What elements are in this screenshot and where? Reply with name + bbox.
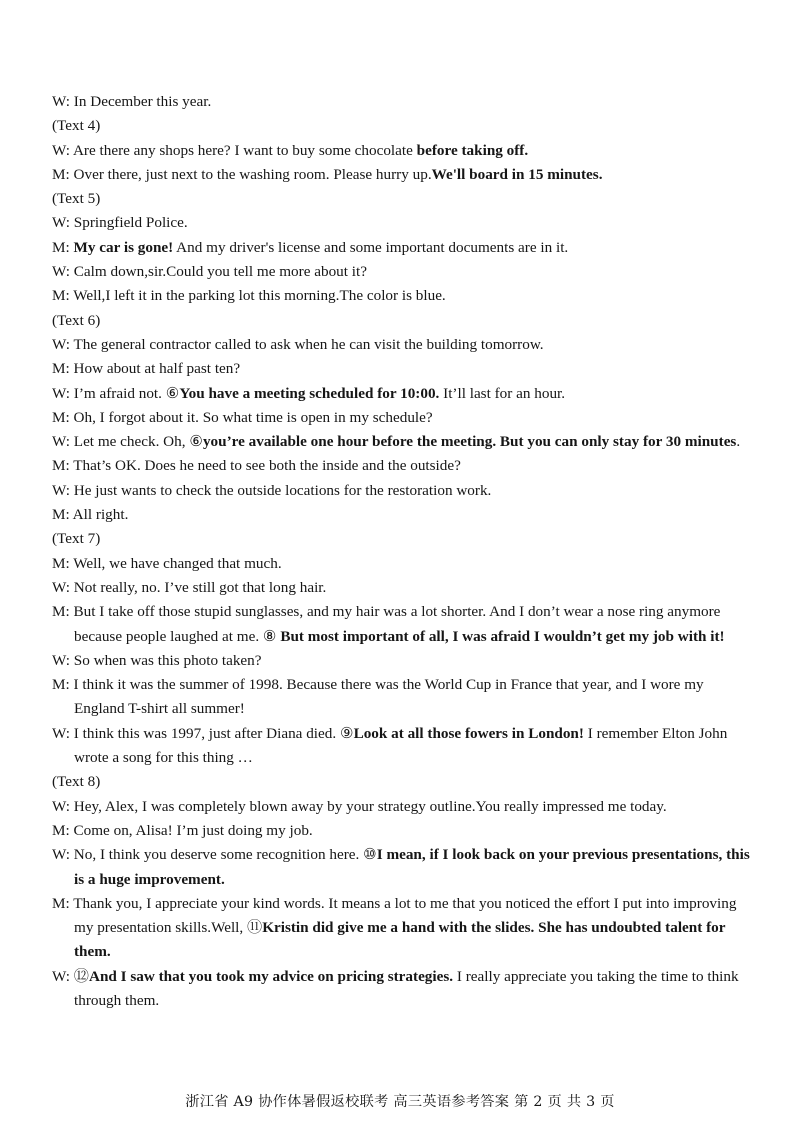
transcript-line xyxy=(52,211,752,235)
text-run: W: The general contractor called to ask when he can visit the building tomorrow. xyxy=(52,335,544,353)
text-run: (Text 8) xyxy=(52,773,101,791)
bold-answer-text: And I saw that you took my advice on pricing strategies. xyxy=(88,967,454,985)
bold-answer-text: We'll board in 15 minutes. xyxy=(431,165,603,183)
transcript-line xyxy=(52,430,752,454)
text-run: M: Well,I left it in the parking lot this morning.The color is blue. xyxy=(52,287,446,305)
text-run: W: Are there any shops here? I want to buy some chocolate xyxy=(52,141,417,159)
transcript-line xyxy=(52,479,752,503)
text-run: M: All right. xyxy=(52,506,129,524)
text-run: W: No, I think you deserve some recognition here. ⑩ xyxy=(52,846,377,864)
text-run: M: xyxy=(52,238,74,256)
text-run: W: I’m afraid not. ⑥ xyxy=(52,384,180,402)
text-run: M: But I take off those stupid sunglasses, and my hair was a lot shorter. And I don’t wear a nose ring anymore because people laughed at me. ⑧ xyxy=(52,603,721,645)
transcript-line xyxy=(52,284,752,308)
bold-answer-text: Look at all those fowers in London! xyxy=(353,724,584,742)
text-run: W: In December this year. xyxy=(52,93,212,110)
text-run: M: Oh, I forgot about it. So what time is open in my schedule? xyxy=(52,408,433,426)
transcript-line xyxy=(52,892,752,965)
bold-answer-text: But most important of all, I was afraid I wouldn’t get my job with it! xyxy=(280,627,725,645)
transcript-line xyxy=(52,649,752,673)
text-run: M: Come on, Alisa! I’m just doing my job. xyxy=(52,821,313,839)
text-run: M: Thank you, I appreciate your kind words. It means a lot to me that you noticed the effort I put into improving my presentation skills.Well, ⑪ xyxy=(52,894,737,937)
transcript-line xyxy=(52,576,752,600)
text-run: M: Over there, just next to the washing room. Please hurry up. xyxy=(52,165,432,183)
transcript-line xyxy=(52,722,752,771)
transcript-line xyxy=(52,819,752,843)
text-run: W: Not really, no. I’ve still got that long hair. xyxy=(52,578,327,596)
transcript-line xyxy=(52,309,752,333)
text-run: And my driver's license and some important documents are in it. xyxy=(173,238,569,256)
text-run: M: I think it was the summer of 1998. Because there was the World Cup in France that year, and I wore my England T-shirt all summer! xyxy=(52,676,704,718)
transcript-line xyxy=(52,90,752,114)
text-run: W: ⑫ xyxy=(52,967,89,985)
text-run: I remember Elton John wrote a song for this thing … xyxy=(74,724,728,767)
transcript-line xyxy=(52,236,752,260)
transcript-line xyxy=(52,965,752,1014)
text-run: W: Hey, Alex, I was completely blown away by your strategy outline.You really impressed me today. xyxy=(52,797,667,815)
transcript-line xyxy=(52,139,752,163)
bold-answer-text: Kristin did give me a hand with the slides. She has undoubted talent for them. xyxy=(74,919,726,961)
transcript-line xyxy=(52,260,752,284)
transcript-line xyxy=(52,163,752,187)
transcript-line xyxy=(52,770,752,794)
transcript-body xyxy=(52,90,752,1013)
transcript-line xyxy=(52,114,752,138)
transcript-line xyxy=(52,527,752,551)
transcript-line xyxy=(52,333,752,357)
transcript-line xyxy=(52,406,752,430)
bold-answer-text: I mean, if I look back on your previous presentations, this is a huge improvement. xyxy=(74,846,750,888)
text-run: M: How about at half past ten? xyxy=(52,360,241,378)
transcript-line xyxy=(52,673,752,722)
transcript-line xyxy=(52,552,752,576)
text-run: It’ll last for an hour. xyxy=(439,384,566,402)
page-footer: 浙江省 A9 协作体暑假返校联考 高三英语参考答案 第 2 页 共 3 页 xyxy=(185,1094,615,1110)
bold-answer-text: you’re available one hour before the meeting. But you can only stay for 30 minutes xyxy=(202,433,737,451)
bold-answer-text: before taking off. xyxy=(416,141,529,159)
bold-answer-text: My car is gone! xyxy=(73,238,174,256)
transcript-line xyxy=(52,187,752,211)
text-run: I really appreciate you taking the time to think through them. xyxy=(74,967,739,1009)
transcript-line xyxy=(52,600,752,649)
text-run: (Text 6) xyxy=(52,311,101,329)
text-run: (Text 5) xyxy=(52,190,101,208)
text-run: . xyxy=(736,433,741,451)
transcript-line xyxy=(52,795,752,819)
text-run: M: That’s OK. Does he need to see both the inside and the outside? xyxy=(52,457,461,475)
transcript-line xyxy=(52,454,752,478)
text-run: W: He just wants to check the outside locations for the restoration work. xyxy=(52,481,492,499)
text-run: W: Let me check. Oh, ⑥ xyxy=(52,433,203,451)
bold-answer-text: You have a meeting scheduled for 10:00. xyxy=(179,384,440,402)
text-run: W: Calm down,sir.Could you tell me more about it? xyxy=(52,263,367,281)
transcript-line xyxy=(52,357,752,381)
text-run: W: So when was this photo taken? xyxy=(52,651,262,669)
text-run: W: Springfield Police. xyxy=(52,214,188,232)
text-run: (Text 7) xyxy=(52,530,101,548)
transcript-line xyxy=(52,382,752,406)
transcript-line xyxy=(52,503,752,527)
text-run: M: Well, we have changed that much. xyxy=(52,554,282,572)
text-run: W: I think this was 1997, just after Diana died. ⑨ xyxy=(52,724,354,742)
text-run: (Text 4) xyxy=(52,117,101,135)
transcript-line xyxy=(52,843,752,892)
